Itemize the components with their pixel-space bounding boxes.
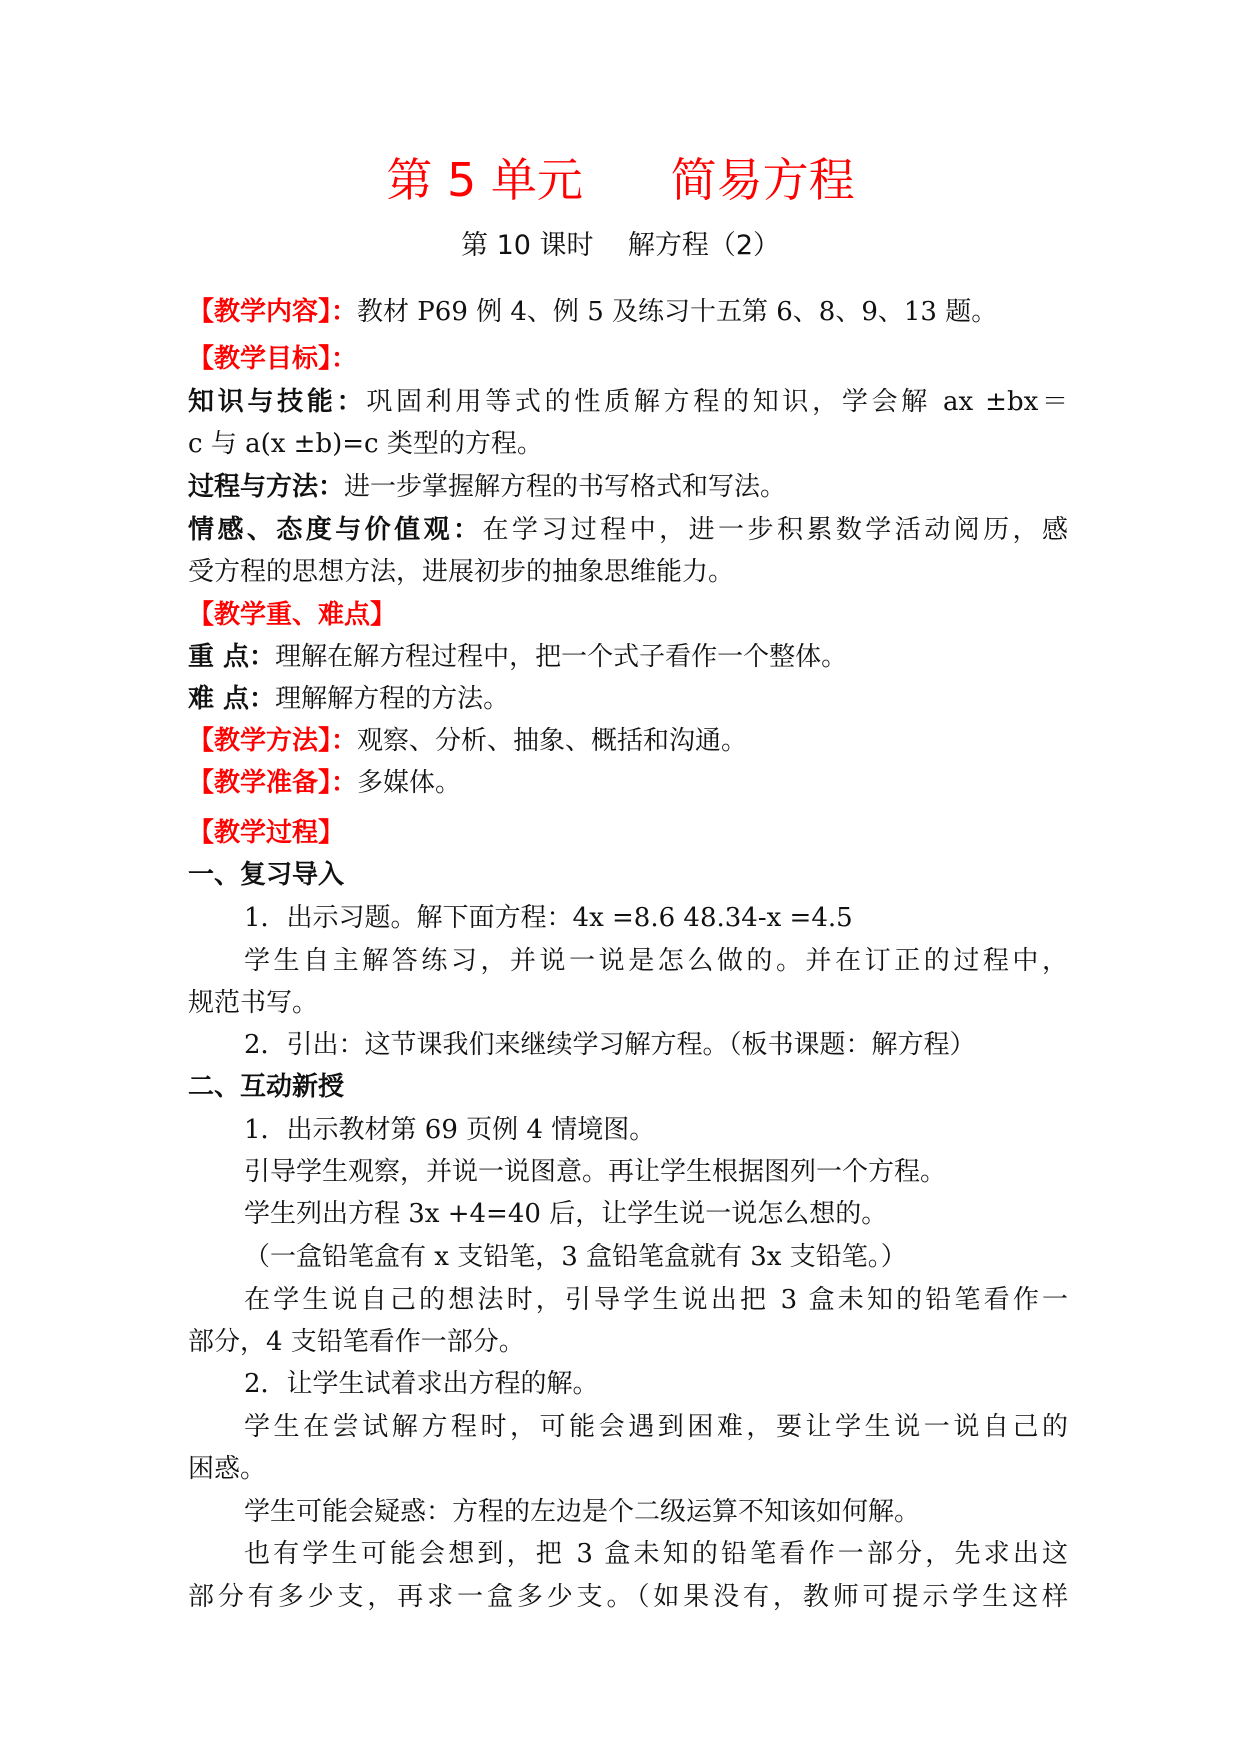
review-paragraph-2-text-1: 学生自主解答练习，并说一说是怎么做的。并在订正的过程中， [244, 946, 1068, 976]
interactive-paragraph-9-line-2 [188, 1578, 1068, 1616]
section-interactive-heading [188, 1068, 1068, 1106]
interactive-paragraph-8 [244, 1493, 1068, 1531]
teaching-objectives-label: 【教学目标】： [188, 344, 358, 374]
lesson-title: 第 10 课时 解方程（2） [460, 230, 781, 261]
interactive-paragraph-4-text: （一盒铅笔盒有 x 支铅笔，3 盒铅笔盒就有 3x 支铅笔。） [244, 1242, 907, 1272]
interactive-paragraph-5-text-2: 部分，4 支铅笔看作一部分。 [188, 1327, 525, 1357]
key-point-label: 重 点： [188, 642, 276, 672]
emotion-values-line-2 [188, 553, 1068, 591]
interactive-paragraph-1 [244, 1111, 1068, 1149]
interactive-paragraph-6 [244, 1365, 1068, 1403]
interactive-paragraph-4 [244, 1238, 1068, 1276]
review-paragraph-2-line-2 [188, 984, 1068, 1022]
review-paragraph-3 [244, 1026, 1068, 1064]
teaching-method-text: 观察、分析、抽象、概括和沟通。 [357, 726, 748, 756]
teaching-content-line [188, 293, 1068, 331]
review-exercise-text: 1．出示习题。解下面方程：4x =8.6 48.34-x =4.5 [244, 903, 853, 933]
review-paragraph-2-text-2: 规范书写。 [188, 988, 319, 1018]
interactive-paragraph-6-text: 2．让学生试着求出方程的解。 [244, 1369, 599, 1399]
teaching-preparation-label: 【教学准备】： [188, 768, 358, 798]
knowledge-skills-text-2: c 与 a(x ±b)=c 类型的方程。 [188, 429, 543, 459]
interactive-paragraph-7-text-2: 困惑。 [188, 1454, 267, 1484]
difficult-point-line [188, 680, 1068, 718]
teaching-preparation-text: 多媒体。 [357, 768, 462, 798]
process-method-label: 过程与方法： [188, 472, 345, 502]
emotion-values-text-1: 在学习过程中，进一步积累数学活动阅历，感 [482, 515, 1068, 545]
difficult-point-label: 难 点： [188, 684, 276, 714]
teaching-objectives-heading [188, 340, 1068, 378]
key-points-label: 【教学重、难点】 [188, 600, 397, 630]
interactive-paragraph-1-text: 1．出示教材第 69 页例 4 情境图。 [244, 1115, 656, 1145]
teaching-process-heading [188, 814, 1068, 852]
section-interactive-title: 二、互动新授 [188, 1072, 345, 1102]
interactive-paragraph-9-text-1: 也有学生可能会想到，把 3 盒未知的铅笔看作一部分，先求出这 [244, 1539, 1068, 1569]
section-review-title: 一、复习导入 [188, 860, 345, 890]
interactive-paragraph-5-line-1 [244, 1281, 1068, 1319]
section-review-heading [188, 856, 1068, 894]
knowledge-skills-line-2 [188, 425, 1068, 463]
key-points-heading [188, 596, 1068, 634]
interactive-paragraph-7-line-1 [244, 1408, 1068, 1446]
interactive-paragraph-3-text: 学生列出方程 3x +4=40 后，让学生说一说怎么想的。 [244, 1199, 888, 1229]
key-point-text: 理解在解方程过程中，把一个式子看作一个整体。 [275, 642, 848, 672]
process-method-text: 进一步掌握解方程的书写格式和写法。 [344, 472, 787, 502]
unit-title: 第 5 单元 简易方程 [386, 153, 855, 207]
emotion-values-label: 情感、态度与价值观： [188, 515, 483, 545]
review-paragraph-2-line-1 [244, 942, 1068, 980]
review-paragraph-3-text: 2．引出：这节课我们来继续学习解方程。（板书课题：解方程） [244, 1030, 976, 1060]
process-method-line [188, 468, 1068, 506]
teaching-preparation-line [188, 764, 1068, 802]
key-point-line [188, 638, 1068, 676]
emotion-values-text-2: 受方程的思想方法，进展初步的抽象思维能力。 [188, 557, 735, 587]
interactive-paragraph-7-line-2 [188, 1450, 1068, 1488]
emotion-values-line-1 [188, 511, 1068, 549]
interactive-paragraph-2-text: 引导学生观察，并说一说图意。再让学生根据图列一个方程。 [244, 1157, 947, 1187]
interactive-paragraph-9-text-2: 部分有多少支，再求一盒多少支。（如果没有，教师可提示学生这样 [188, 1582, 1068, 1612]
knowledge-skills-line-1 [188, 383, 1068, 421]
review-paragraph-1 [244, 899, 1068, 937]
interactive-paragraph-5-line-2 [188, 1323, 1068, 1361]
interactive-paragraph-3 [244, 1195, 1068, 1233]
teaching-content-label: 【教学内容】： [188, 297, 358, 327]
interactive-paragraph-7-text-1: 学生在尝试解方程时，可能会遇到困难，要让学生说一说自己的 [244, 1412, 1068, 1442]
interactive-paragraph-8-text: 学生可能会疑惑：方程的左边是个二级运算不知该如何解。 [244, 1497, 921, 1527]
teaching-method-label: 【教学方法】： [188, 726, 358, 756]
teaching-process-label: 【教学过程】 [188, 818, 345, 848]
knowledge-skills-text-1: 巩固利用等式的性质解方程的知识，学会解 ax ±bx＝ [366, 387, 1068, 417]
knowledge-skills-label: 知识与技能： [188, 387, 367, 417]
teaching-method-line [188, 722, 1068, 760]
difficult-point-text: 理解解方程的方法。 [275, 684, 510, 714]
interactive-paragraph-2 [244, 1153, 1068, 1191]
interactive-paragraph-9-line-1 [244, 1535, 1068, 1573]
teaching-content-text: 教材 P69 例 4、例 5 及练习十五第 6、8、9、13 题。 [357, 297, 998, 327]
interactive-paragraph-5-text-1: 在学生说自己的想法时，引导学生说出把 3 盒未知的铅笔看作一 [244, 1285, 1068, 1315]
